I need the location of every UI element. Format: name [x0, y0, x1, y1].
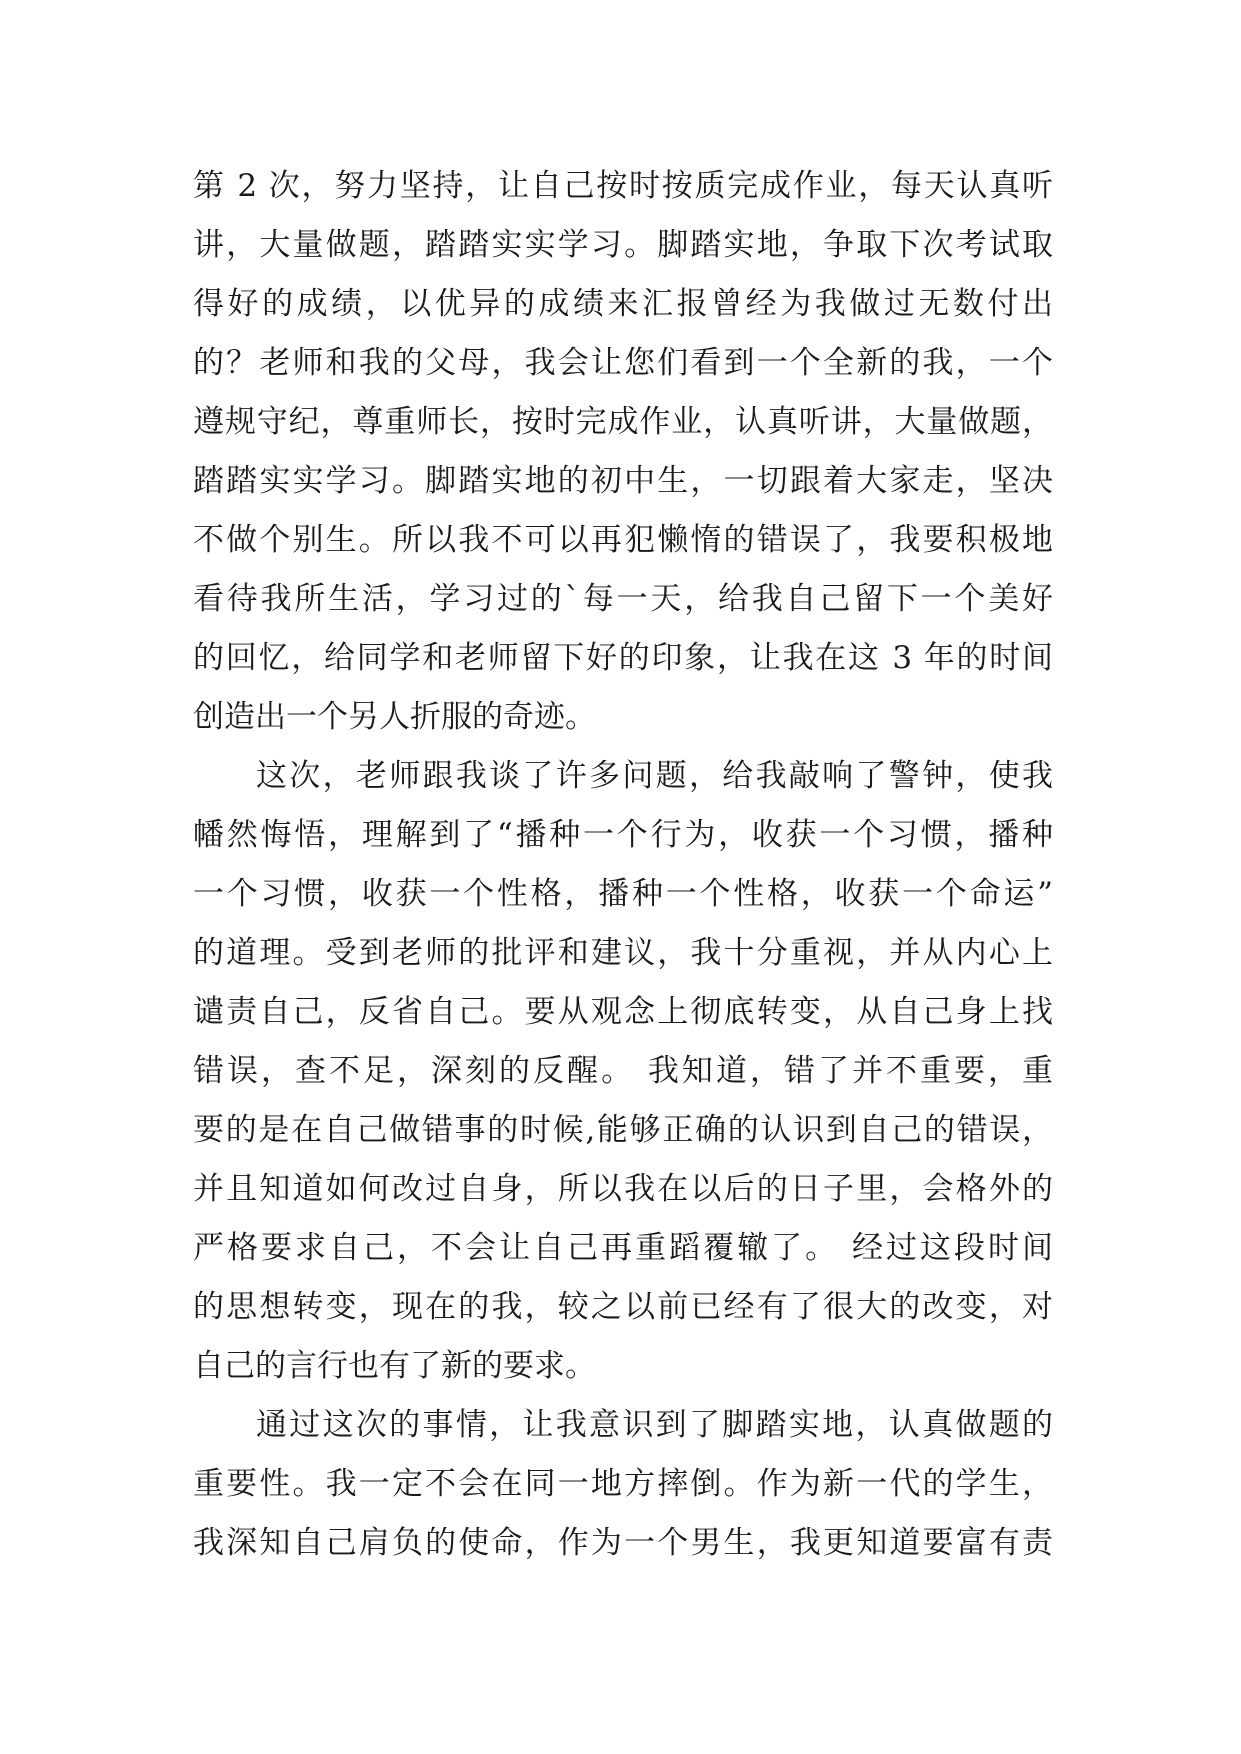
text-line: 错误，查不足，深刻的反醒。 我知道，错了并不重要，重 — [193, 1053, 1053, 1089]
text-line: 讲，大量做题，踏踏实实学习。脚踏实地，争取下次考试取 — [193, 227, 1053, 263]
text-line: 严格要求自己，不会让自己再重蹈覆辙了。 经过这段时间 — [193, 1230, 1053, 1266]
text-line: 并且知道如何改过自身，所以我在以后的日子里，会格外的 — [193, 1171, 1053, 1207]
text-line: 自己的言行也有了新的要求。 — [193, 1348, 596, 1384]
text-line: 谴责自己，反省自己。要从观念上彻底转变，从自己身上找 — [193, 994, 1053, 1030]
text-line: 一个习惯，收获一个性格，播种一个性格，收获一个命运” — [193, 876, 1053, 912]
text-line: 的道理。受到老师的批评和建议，我十分重视，并从内心上 — [193, 935, 1053, 971]
paragraph-first-line: 这次，老师跟我谈了许多问题，给我敲响了警钟，使我 — [256, 758, 1053, 794]
text-line: 看待我所生活，学习过的`每一天，给我自己留下一个美好 — [193, 581, 1053, 617]
text-line: 的？老师和我的父母，我会让您们看到一个全新的我，一个 — [193, 345, 1053, 381]
text-line: 重要性。我一定不会在同一地方摔倒。作为新一代的学生， — [193, 1466, 1053, 1502]
text-line: 踏踏实实学习。脚踏实地的初中生，一切跟着大家走，坚决 — [193, 463, 1053, 499]
text-line: 不做个别生。所以我不可以再犯懒惰的错误了，我要积极地 — [193, 522, 1053, 558]
text-line: 的思想转变，现在的我，较之以前已经有了很大的改变，对 — [193, 1289, 1053, 1325]
text-line: 幡然悔悟，理解到了“播种一个行为，收获一个习惯，播种 — [193, 817, 1053, 853]
text-line: 第 2 次，努力坚持，让自己按时按质完成作业，每天认真听 — [193, 168, 1053, 204]
text-line: 创造出一个另人折服的奇迹。 — [193, 699, 596, 735]
text-line: 我深知自己肩负的使命，作为一个男生，我更知道要富有责 — [193, 1525, 1053, 1561]
text-line: 要的是在自己做错事的时候,能够正确的认识到自己的错误， — [193, 1112, 1053, 1148]
text-line: 遵规守纪，尊重师长，按时完成作业，认真听讲，大量做题， — [193, 404, 1053, 440]
text-line: 的回忆，给同学和老师留下好的印象，让我在这 3 年的时间 — [193, 640, 1053, 676]
paragraph-first-line: 通过这次的事情，让我意识到了脚踏实地，认真做题的 — [256, 1407, 1053, 1443]
text-line: 得好的成绩，以优异的成绩来汇报曾经为我做过无数付出 — [193, 286, 1053, 322]
